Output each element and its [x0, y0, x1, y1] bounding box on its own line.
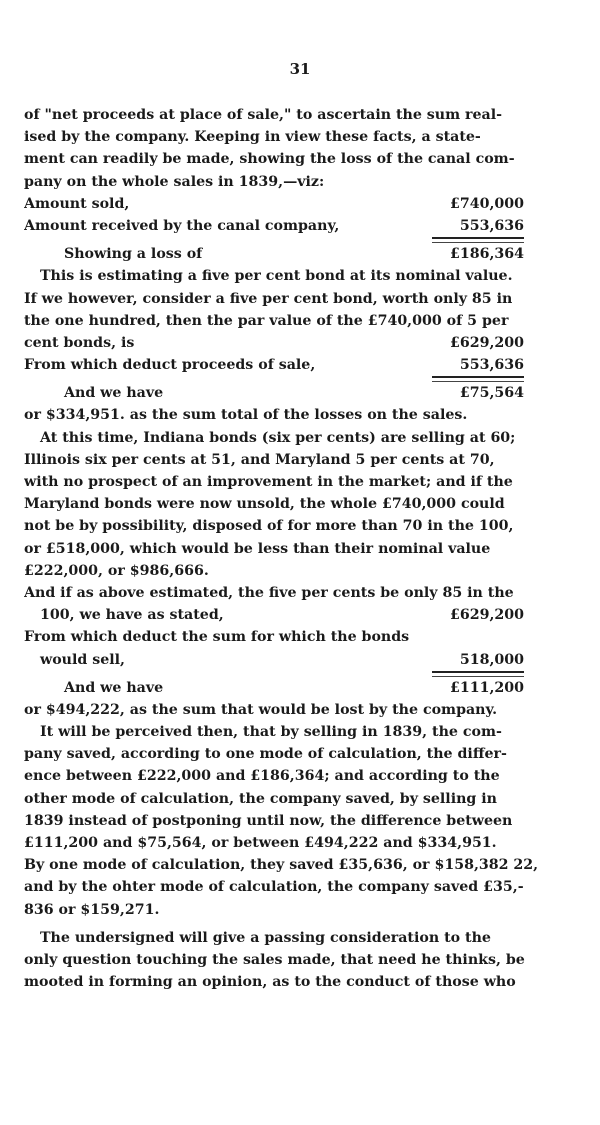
line-text: 836 or $159,271.: [24, 901, 160, 918]
line-text: not be by possibility, disposed of for more than 70 in the 100,: [24, 518, 514, 535]
ledger-line: [24, 332, 544, 354]
line-text: £111,200 and $75,564, or between £494,222 and $334,951.: [24, 835, 497, 851]
line-text: or $494,222, as the sum that would be lost by the company.: [24, 701, 498, 718]
line-text: of "net proceeds at place of sale," to ascertain the sum real-: [24, 107, 503, 123]
line-text: or $334,951. as the sum total of the losses on the sales.: [24, 407, 468, 424]
line-text: £222,000, or $986,666.: [24, 562, 209, 579]
text-line: [24, 265, 544, 287]
line-text: Illinois six per cents at 51, and Maryland 5 per cents at 70,: [24, 451, 495, 468]
text-line: [24, 765, 544, 787]
line-text: ence between £222,000 and £186,364; and according to the: [24, 768, 500, 785]
line-amount: £186,364: [449, 246, 524, 263]
line-text: with no prospect of an improvement in the market; and if the: [24, 474, 513, 490]
line-amount: 553,636: [459, 217, 524, 234]
line-text: Showing a loss of: [64, 246, 203, 263]
text-line: [24, 582, 544, 604]
line-text: Amount sold,: [24, 195, 130, 212]
line-text: It will be perceived then, that by selling in 1839, the com-: [40, 724, 502, 741]
text-line: [24, 810, 544, 832]
body-text: [24, 104, 544, 993]
line-amount: £740,000: [449, 195, 524, 212]
line-text: 100, we have as stated,: [40, 607, 224, 624]
text-line: [24, 699, 544, 721]
line-text: And we have: [64, 679, 164, 696]
text-line: [24, 126, 544, 148]
ledger-line: [24, 193, 544, 215]
text-line: [24, 788, 544, 810]
text-line: [24, 515, 544, 537]
text-line: [24, 743, 544, 765]
line-text: From which deduct the sum for which the bonds: [24, 629, 410, 646]
line-text: If we however, consider a five per cent bond, worth only 85 in: [24, 290, 513, 307]
line-text: the one hundred, then the par value of the £740,000 of 5 per: [24, 312, 509, 329]
text-line: [24, 560, 544, 582]
line-text: only question touching the sales made, that need he thinks, be: [24, 951, 525, 968]
text-line: [24, 626, 544, 648]
line-text: ment can readily be made, showing the loss of the canal com-: [24, 151, 515, 168]
text-line: [24, 171, 544, 193]
line-text: The undersigned will give a passing consideration to the: [40, 929, 491, 946]
ledger-line: [24, 354, 544, 376]
line-text: From which deduct proceeds of sale,: [24, 357, 316, 374]
line-text: and by the ohter mode of calculation, the company saved £35,-: [24, 879, 524, 896]
text-line: [24, 876, 544, 898]
text-line: [24, 721, 544, 743]
line-text: mooted in forming an opinion, as to the conduct of those who: [24, 974, 516, 991]
text-line: [24, 471, 544, 493]
text-line: [24, 971, 544, 993]
text-line: [24, 404, 544, 426]
line-text: And if as above estimated, the five per cents be only 85 in the: [24, 584, 514, 601]
ledger-line: [24, 382, 544, 404]
line-text: By one mode of calculation, they saved £35,636, or $158,382 22,: [24, 857, 539, 874]
text-line: [24, 310, 544, 332]
line-text: This is estimating a five per cent bond at its nominal value.: [40, 268, 513, 285]
text-line: [24, 148, 544, 170]
ledger-line: [24, 649, 544, 671]
text-line: [24, 832, 544, 854]
line-amount: £629,200: [449, 607, 524, 624]
line-amount: £629,200: [449, 334, 524, 351]
line-text: or £518,000, which would be less than their nominal value: [24, 540, 491, 557]
text-line: [24, 927, 544, 949]
line-text: ised by the company. Keeping in view these facts, a state-: [24, 129, 481, 146]
text-line: [24, 288, 544, 310]
text-line: [24, 449, 544, 471]
page-number: 31: [289, 60, 311, 78]
ledger-line: [24, 604, 544, 626]
line-amount: £111,200: [449, 679, 524, 696]
line-text: Amount received by the canal company,: [24, 217, 340, 234]
text-line: [24, 949, 544, 971]
text-line: [24, 427, 544, 449]
line-amount: £75,564: [459, 385, 524, 402]
text-line: [24, 538, 544, 560]
text-line: [24, 899, 544, 921]
line-text: Maryland bonds were now unsold, the whole £740,000 could: [24, 496, 505, 513]
ledger-line: [24, 243, 544, 265]
line-amount: 553,636: [459, 357, 524, 374]
line-text: And we have: [64, 385, 164, 402]
text-line: [24, 854, 544, 876]
line-text: 1839 instead of postponing until now, the difference between: [24, 812, 513, 829]
line-text: pany on the whole sales in 1839,—viz:: [24, 173, 325, 190]
text-line: [24, 493, 544, 515]
ledger-line: [24, 215, 544, 237]
line-text: cent bonds, is: [24, 334, 135, 351]
line-amount: 518,000: [459, 651, 524, 668]
line-text: At this time, Indiana bonds (six per cents) are selling at 60;: [40, 429, 516, 446]
text-line: [24, 104, 544, 126]
line-text: pany saved, according to one mode of calculation, the differ-: [24, 746, 507, 763]
line-text: other mode of calculation, the company saved, by selling in: [24, 790, 497, 807]
ledger-line: [24, 677, 544, 699]
line-text: would sell,: [40, 651, 125, 668]
